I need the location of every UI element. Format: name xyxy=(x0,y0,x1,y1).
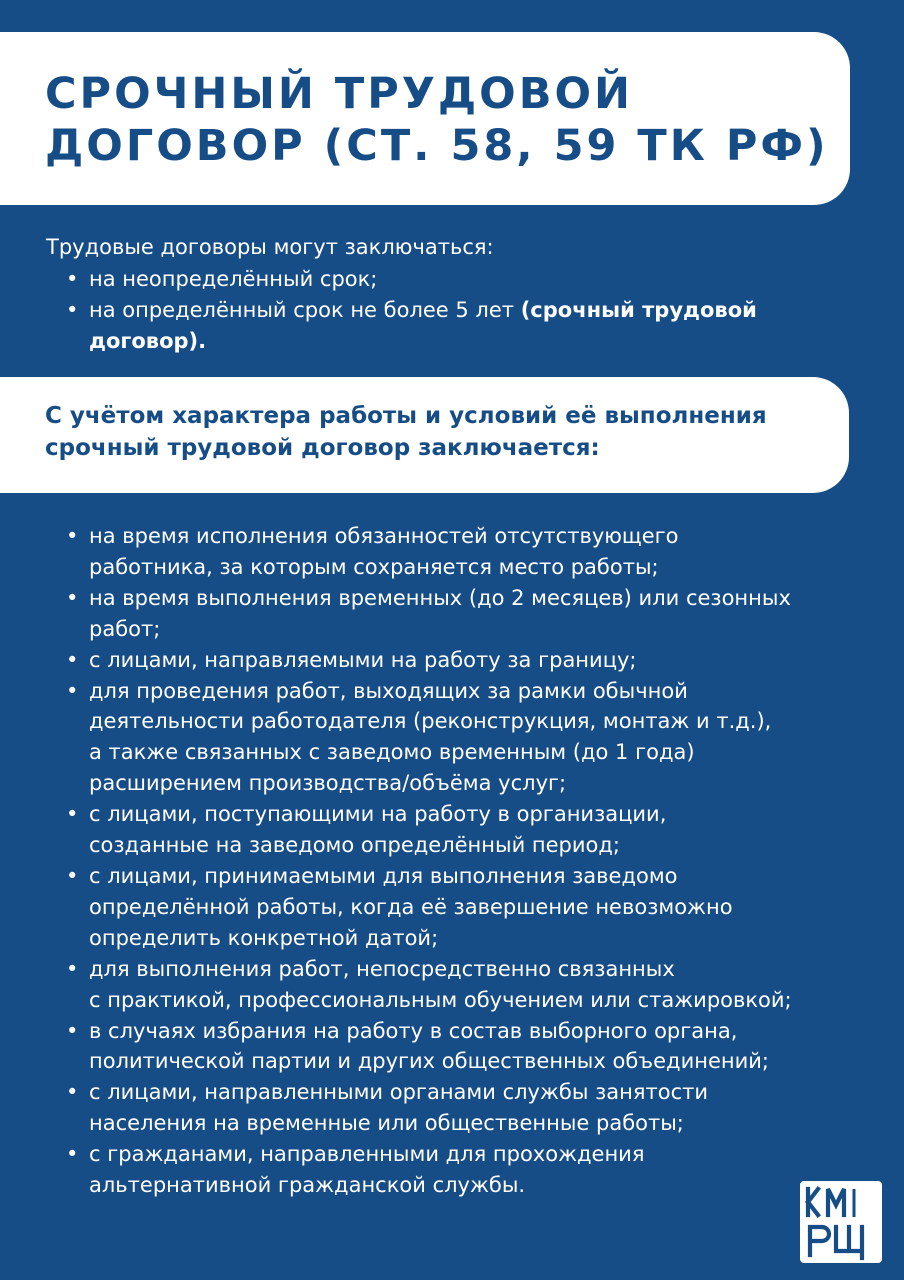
intro-item xyxy=(46,264,866,295)
intro-list xyxy=(46,264,866,357)
title-panel xyxy=(0,32,850,205)
list-item xyxy=(46,676,881,800)
page-title: СРОЧНЫЙ ТРУДОВОЙ ДОГОВОР (СТ. 58, 59 ТК РФ) xyxy=(45,69,829,171)
list-item xyxy=(46,1139,881,1201)
list-item xyxy=(46,799,881,861)
list-item-text: с лицами, поступающими на работу в организации, созданные на заведомо определённый период; xyxy=(89,802,667,858)
intro-item-text: на определённый срок не более 5 лет xyxy=(89,298,521,322)
cases-section xyxy=(46,521,881,1201)
intro-item xyxy=(46,295,866,357)
list-item xyxy=(46,521,881,583)
kmrc-logo-icon xyxy=(800,1181,882,1263)
list-item xyxy=(46,583,881,645)
list-item xyxy=(46,861,881,954)
list-item xyxy=(46,1016,881,1078)
list-item xyxy=(46,954,881,1016)
list-item-text: с лицами, принимаемыми для выполнения заведомо определённой работы, когда её завершение невозможно определить конкретной датой; xyxy=(89,863,733,950)
list-item-text: для выполнения работ, непосредственно связанных с практикой, профессиональным обучением или стажировкой; xyxy=(89,956,792,1012)
intro-item-text: на неопределённый срок; xyxy=(89,267,378,291)
list-item-text: для проведения работ, выходящих за рамки обычной деятельности работодателя (реконструкция, монтаж и т.д.), а также связанных с заведомо временным (до 1 года) расширением производства/объёма услуг; xyxy=(89,678,772,796)
list-item-text: с лицами, направляемыми на работу за границу; xyxy=(89,647,637,672)
cases-list xyxy=(46,521,881,1201)
list-item xyxy=(46,645,881,676)
intro-item-bold: (срочный трудовой договор). xyxy=(89,298,757,353)
kmrc-logo xyxy=(800,1181,882,1263)
list-item-text: с гражданами, направленными для прохождения альтернативной гражданской службы. xyxy=(89,1142,645,1198)
intro-lead: Трудовые договоры могут заключаться: xyxy=(46,235,494,259)
subheading: С учётом характера работы и условий её выполнения срочный трудовой договор заключается: xyxy=(45,403,767,461)
subheading-panel xyxy=(0,377,849,493)
list-item-text: с лицами, направленными органами службы занятости населения на временные или общественные работы; xyxy=(89,1080,709,1136)
list-item-text: в случаях избрания на работу в состав выборного органа, политической партии и других общественных объединений; xyxy=(89,1018,769,1074)
list-item-text: на время исполнения обязанностей отсутствующего работника, за которым сохраняется место работы; xyxy=(89,524,679,579)
list-item xyxy=(46,1077,881,1139)
intro-section xyxy=(46,232,866,357)
list-item-text: на время выполнения временных (до 2 месяцев) или сезонных работ; xyxy=(89,585,791,641)
